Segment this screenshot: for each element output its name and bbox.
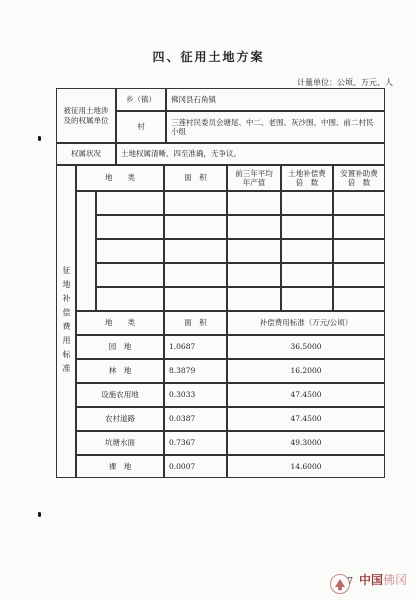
punch-hole — [38, 512, 41, 517]
village-label: 村 — [116, 111, 166, 143]
empty-cell — [164, 287, 227, 311]
empty-cell — [96, 239, 164, 263]
empty-cell — [333, 263, 385, 287]
status-value: 土地权属清晰、四至准确，无争议。 — [116, 143, 385, 165]
empty-cell — [281, 191, 333, 215]
empty-cell — [281, 239, 333, 263]
row-standard: 47.4500 — [227, 407, 385, 431]
empty-cell — [333, 215, 385, 239]
row-standard: 16.2000 — [227, 359, 385, 383]
empty-cell — [227, 191, 281, 215]
status-label: 权属状况 — [56, 143, 116, 165]
empty-cell — [281, 287, 333, 311]
header-land-type: 地 类 — [76, 165, 164, 191]
row-area: 1.0687 — [164, 335, 227, 359]
row-area: 0.3033 — [164, 383, 227, 407]
row-land-type: 设施农用地 — [76, 383, 164, 407]
row-land-type: 林 地 — [76, 359, 164, 383]
compensation-label-cell — [56, 165, 76, 478]
row-land-type: 农村道路 — [76, 407, 164, 431]
empty-cell — [281, 263, 333, 287]
row-standard: 36.5000 — [227, 335, 385, 359]
header-area: 面 积 — [164, 165, 227, 191]
empty-cell — [96, 263, 164, 287]
empty-cell — [333, 239, 385, 263]
header2-land-type: 地 类 — [76, 311, 164, 335]
row-area: 8.3879 — [164, 359, 227, 383]
page-number: 7 — [347, 577, 354, 587]
watermark-brand-b: 佛冈 — [382, 573, 407, 587]
row-area: 0.0387 — [164, 407, 227, 431]
header2-standard: 补偿费用标准（万元/公顷） — [227, 311, 385, 335]
empty-cell — [164, 191, 227, 215]
empty-cell — [96, 215, 164, 239]
empty-cell — [164, 263, 227, 287]
land-table — [56, 88, 385, 478]
row-area: 0.0007 — [164, 455, 227, 478]
row-standard: 47.4500 — [227, 383, 385, 407]
row-area: 0.7367 — [164, 431, 227, 455]
empty-side-cell — [76, 191, 96, 311]
row-standard: 49.3000 — [227, 431, 385, 455]
village-value: 三莲村民委员会塘尾、中二、老围、灰沙围、中围、前二村民小组 — [166, 111, 385, 143]
township-label: 乡（镇） — [116, 88, 166, 111]
empty-cell — [281, 215, 333, 239]
punch-hole — [38, 136, 41, 141]
header2-area: 面 积 — [164, 311, 227, 335]
empty-cell — [96, 191, 164, 215]
footer-watermark — [347, 571, 407, 588]
empty-cell — [227, 215, 281, 239]
header-resettlement-multiplier: 安置补助费倍 数 — [333, 165, 385, 191]
empty-cell — [164, 215, 227, 239]
township-value: 佛冈县石角镇 — [166, 88, 385, 111]
empty-cell — [333, 287, 385, 311]
row-standard: 14.6000 — [227, 455, 385, 478]
ownership-label: 被征用土地涉及的权属单位 — [56, 88, 116, 143]
watermark-brand-a: 中国 — [358, 573, 383, 587]
empty-cell — [227, 263, 281, 287]
empty-cell — [227, 239, 281, 263]
empty-cell — [164, 239, 227, 263]
units-note: 计量单位：公顷、万元、人 — [297, 78, 393, 87]
header-land-multiplier: 土地补偿费倍 数 — [281, 165, 333, 191]
empty-cell — [96, 287, 164, 311]
row-land-type: 坑塘水面 — [76, 431, 164, 455]
row-land-type: 裸 地 — [76, 455, 164, 478]
page-title: 四、征用土地方案 — [152, 50, 265, 64]
empty-cell — [227, 287, 281, 311]
empty-cell — [333, 191, 385, 215]
row-land-type: 园 地 — [76, 335, 164, 359]
compensation-label: 征地补偿费用标准 — [62, 265, 71, 378]
header-avg-output: 前三年平均年产值 — [227, 165, 281, 191]
